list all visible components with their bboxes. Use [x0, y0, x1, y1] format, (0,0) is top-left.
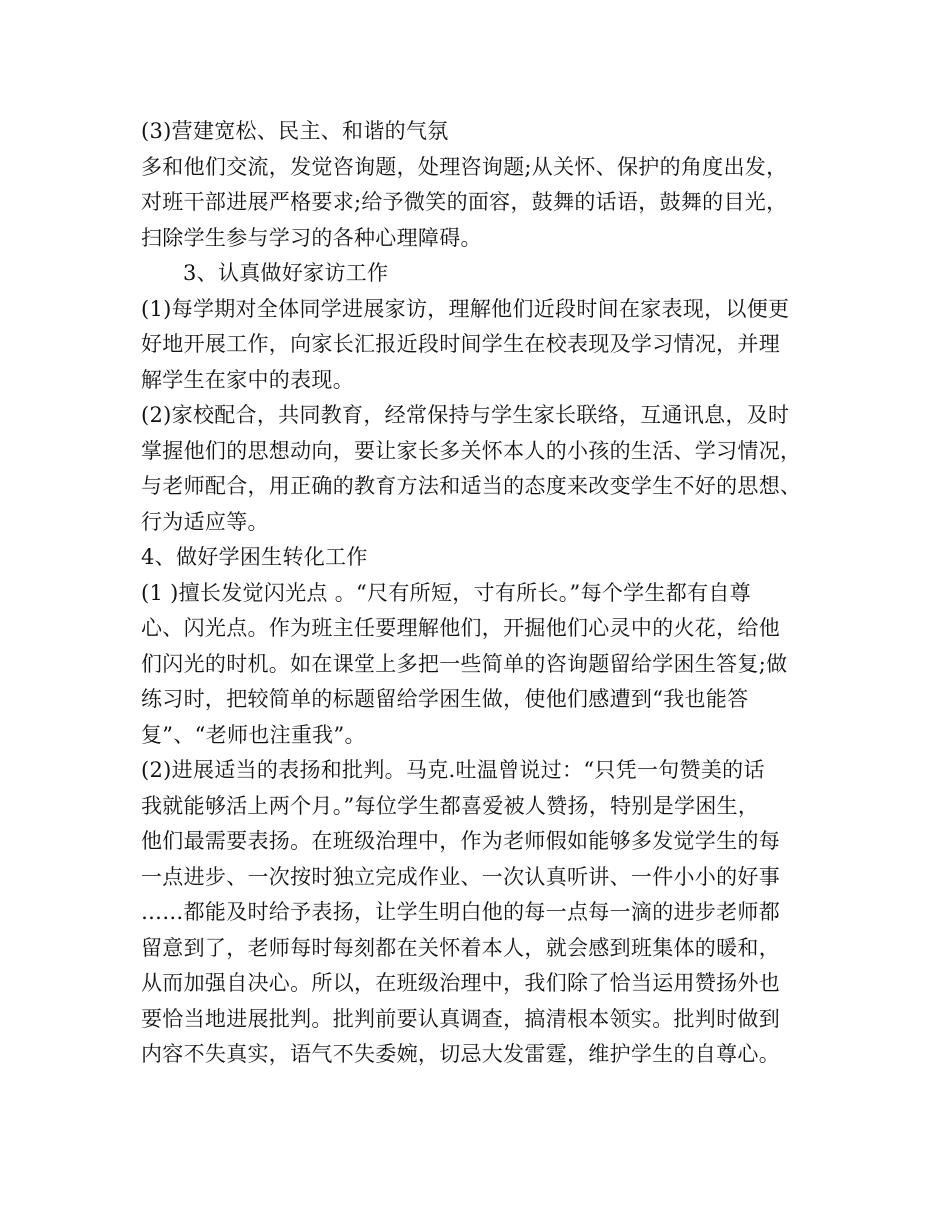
- text-line: 们闪光的时机。如在课堂上多把一些简单的咨询题留给学困生答复;做: [141, 651, 788, 676]
- text-line: 解学生在家中的表现。: [141, 367, 354, 392]
- text-line: 内容不失真实，语气不失委婉，切忌大发雷霆，维护学生的自尊心。: [141, 1042, 780, 1066]
- text-line: (1)每学期对全体同学进展家访，理解他们近段时间在家表现，以便更: [141, 296, 790, 321]
- text-line: 从而加强自决心。所以，在班级治理中，我们除了恰当运用赞扬外也: [141, 971, 780, 995]
- text-line: 练习时，把较简单的标题留给学困生做，使他们感遭到“我也能答: [141, 687, 749, 711]
- text-line: (3)营建宽松、民主、和谐的气氛: [141, 119, 449, 143]
- text-line: 要恰当地进展批判。批判前要认真调查，搞清根本领实。批判时做到: [141, 1006, 780, 1031]
- text-line: 好地开展工作，向家长汇报近段时间学生在校表现及学习情况，并理: [141, 332, 780, 356]
- text-line: (2)进展适当的表扬和批判。马克.吐温曾说过：“只凭一句赞美的话: [141, 758, 765, 782]
- text-line: 扫除学生参与学习的各种心理障碍。: [141, 225, 482, 250]
- text-line: 行为适应等。: [141, 509, 269, 534]
- text-line: 4、做好学困生转化工作: [141, 545, 368, 569]
- text-line: 一点进步、一次按时独立完成作业、一次认真听讲、一件小小的好事: [141, 864, 780, 889]
- text-line: 对班干部进展严格要求;给予微笑的面容，鼓舞的话语，鼓舞的目光，: [141, 190, 788, 214]
- text-line: 与老师配合，用正确的教育方法和适当的态度来改变学生不好的思想、: [141, 474, 802, 498]
- text-line: 我就能够活上两个月。”每位学生都喜爱被人赞扬，特别是学困生，: [141, 793, 760, 818]
- text-line: (1 )擅长发觉闪光点 。“尺有所短，寸有所长。”每个学生都有自尊: [141, 580, 751, 605]
- text-line: ……都能及时给予表扬，让学生明白他的每一点每一滴的进步老师都: [141, 900, 780, 924]
- text-line: 多和他们交流，发觉咨询题，处理咨询题;从关怀、保护的角度出发，: [141, 154, 788, 179]
- text-line: 3、认真做好家访工作: [183, 261, 389, 285]
- document-body: [141, 114, 821, 1073]
- text-line: 留意到了，老师每时每刻都在关怀着本人，就会感到班集体的暖和，: [141, 935, 780, 960]
- text-line: (2)家校配合，共同教育，经常保持与学生家长联络，互通讯息，及时: [141, 403, 790, 427]
- text-line: 他们最需要表扬。在班级治理中，作为老师假如能够多发觉学生的每: [141, 829, 780, 853]
- text-line: 掌握他们的思想动向，要让家长多关怀本人的小孩的生活、学习情况，: [141, 438, 802, 463]
- text-line: 心、闪光点。作为班主任要理解他们，开掘他们心灵中的火花，给他: [141, 616, 780, 640]
- text-line: 复”、“老师也注重我”。: [141, 722, 366, 747]
